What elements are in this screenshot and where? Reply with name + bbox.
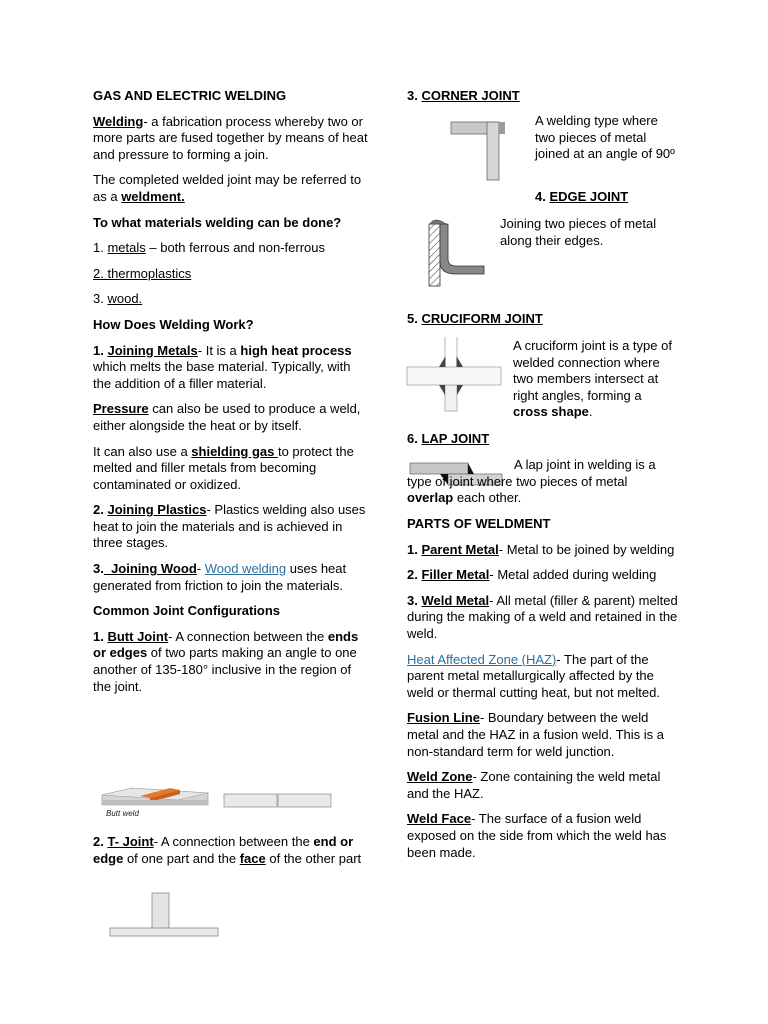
doc-title: GAS AND ELECTRIC WELDING: [93, 88, 287, 103]
material-item-wood: 3. wood.: [93, 291, 143, 307]
cruciform-joint-desc: A cruciform joint is a type of welded connection where two members intersect at right angles, forming a cross shape.: [513, 338, 672, 420]
joining-plastics: 2. Joining Plastics- Plastics welding also uses heat to join the materials and is achieved in three stages.: [93, 502, 366, 551]
welding-definition: Welding- a fabrication process whereby two or more parts are fused together by means of heat and pressure to forming a join.: [93, 113, 368, 162]
edge-joint-figure: [416, 214, 492, 294]
lap-joint-desc: A lap joint in welding is a type of joint where two pieces of metal overlap each other.: [407, 457, 656, 506]
material-item-thermoplastics: 2. thermoplastics: [93, 265, 192, 281]
weld-metal-item: 3. Weld Metal- All metal (filler & parent) melted during the making of a weld and retained in the weld.: [407, 592, 678, 641]
edge-joint-heading: 4. EDGE JOINT: [535, 189, 629, 204]
butt-joint-figure: [100, 783, 335, 823]
welding-term: Welding: [93, 113, 144, 129]
filler-metal-item: 2. Filler Metal- Metal added during welding: [407, 567, 657, 583]
butt-joint-text: 1. Butt Joint- A connection between the ends or edges of two parts making an angle to one another of 135-180° inclusive in the region of the joint.: [93, 628, 359, 694]
weld-face-item: Weld Face- The surface of a fusion weld exposed on the side from which the weld has been made.: [407, 811, 667, 860]
completed-joint-text: The completed welded joint may be referred to as a weldment.: [93, 172, 362, 204]
corner-joint-heading: 3. CORNER JOINT: [407, 88, 520, 103]
how-question: How Does Welding Work?: [93, 316, 254, 332]
corner-joint-desc: A welding type where two pieces of metal joined at an angle of 90º: [535, 113, 675, 162]
lap-joint-heading: 6. LAP JOINT: [407, 431, 490, 446]
haz-link[interactable]: Heat Affected Zone (HAZ): [407, 651, 557, 667]
corner-joint-figure: [421, 113, 523, 183]
wood-welding-link[interactable]: Wood welding: [204, 561, 287, 577]
materials-question: To what materials welding can be done?: [93, 214, 342, 230]
pressure-paragraph: Pressure can also be used to produce a weld, either alongside the heat or by itself.: [93, 401, 361, 433]
cruciform-joint-heading: 5. CRUCIFORM JOINT: [407, 311, 543, 326]
configs-heading: Common Joint Configurations: [93, 603, 281, 619]
cruciform-joint-figure: [405, 335, 505, 415]
t-joint-block: [93, 834, 368, 876]
left-column: [93, 88, 368, 704]
butt-weld-label: Butt weld: [106, 809, 139, 818]
weld-zone-item: Weld Zone- Zone containing the weld metal and the HAZ.: [407, 769, 661, 801]
joining-wood: 3. Joining Wood- Wood welding uses heat generated from friction to join the materials.: [93, 561, 347, 593]
fusion-line-item: Fusion Line- Boundary between the weld metal and the HAZ in a fusion weld. This is a non-standard term for weld junction.: [407, 710, 664, 759]
parts-heading: PARTS OF WELDMENT: [407, 516, 551, 531]
joining-metals: 1. Joining Metals- It is a high heat process which melts the base material. Typically, with the addition of a filler material.: [93, 342, 352, 391]
t-joint-text: 2. T- Joint- A connection between the end or edge of one part and the face of the other part: [93, 834, 362, 866]
material-item-metals: 1. metals – both ferrous and non-ferrous: [93, 240, 325, 256]
weldment-term: weldment.: [121, 188, 185, 204]
parent-metal-item: 1. Parent Metal- Metal to be joined by welding: [407, 541, 675, 557]
parts-of-weldment-section: [407, 516, 682, 870]
haz-item: Heat Affected Zone (HAZ)- The part of the parent metal metallurgically affected by the weld or thermal cutting heat, but not melted.: [407, 651, 660, 700]
shielding-gas-paragraph: It can also use a shielding gas to protect the melted and filler metals from becoming contaminated or oxidized.: [93, 443, 354, 492]
edge-joint-desc: Joining two pieces of metal along their edges.: [500, 216, 657, 248]
t-joint-figure: [108, 891, 220, 939]
